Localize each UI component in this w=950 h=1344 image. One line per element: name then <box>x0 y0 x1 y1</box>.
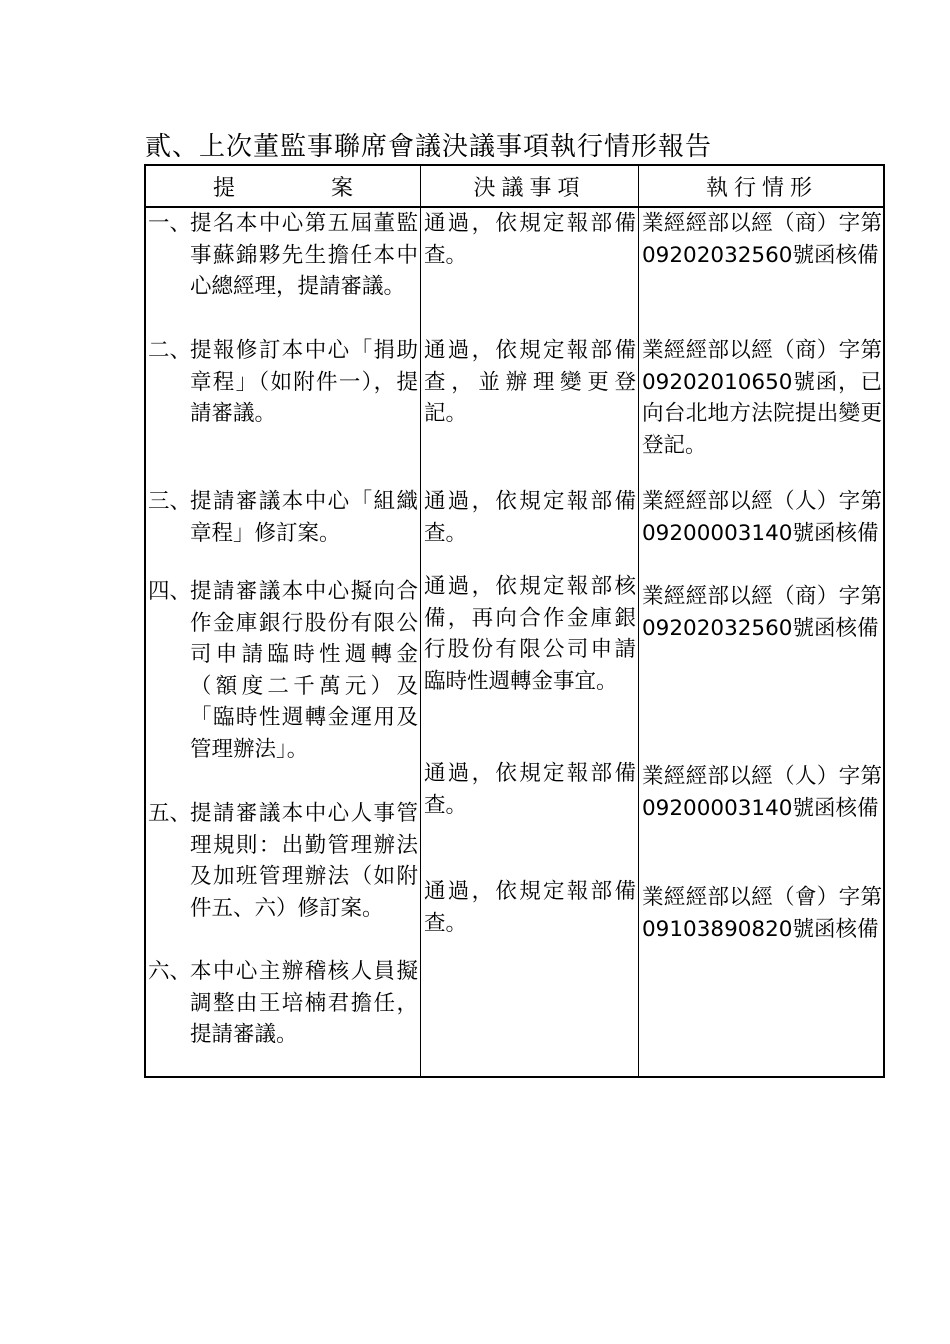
execution-item-3: 業經經部以經（人）字第09200003140號函核備 <box>642 489 882 546</box>
column-divider <box>420 166 421 1076</box>
item-number: 二、 <box>148 338 192 363</box>
execution-item-4: 業經經部以經（商）字第09202032560號函核備 <box>642 584 882 641</box>
resolution-item-2: 通過，依規定報部備查，並辦理變更登記。 <box>424 338 636 426</box>
column-divider <box>638 166 639 1076</box>
proposal-text: 提請審議本中心「組織章程」修訂案。 <box>190 489 418 546</box>
resolution-item-3: 通過，依規定報部備查。 <box>424 489 636 546</box>
item-number: 六、 <box>148 959 192 984</box>
execution-item-1: 業經經部以經（商）字第09202032560號函核備 <box>642 211 882 268</box>
resolution-table <box>144 164 885 1078</box>
proposal-text: 本中心主辦稽核人員擬調整由王培楠君擔任，提請審議。 <box>190 959 418 1047</box>
proposal-text: 提報修訂本中心「捐助章程」（如附件一），提請審議。 <box>190 338 418 426</box>
resolution-item-6: 通過，依規定報部備查。 <box>424 879 636 936</box>
item-number: 五、 <box>148 801 192 826</box>
header-proposal <box>146 166 420 206</box>
header-execution: 執行情形 <box>705 175 818 201</box>
execution-item-6: 業經經部以經（會）字第09103890820號函核備 <box>642 885 882 942</box>
header-proposal-char-2: 案 <box>331 175 354 201</box>
item-number: 四、 <box>148 579 192 604</box>
proposal-text: 提名本中心第五屆董監事蘇錦夥先生擔任本中心總經理，提請審議。 <box>190 211 418 299</box>
proposal-item-2 <box>148 335 418 430</box>
resolution-item-5: 通過，依規定報部備查。 <box>424 761 636 818</box>
header-resolution: 決議事項 <box>473 175 586 201</box>
proposal-item-6 <box>148 956 418 1051</box>
proposal-item-1 <box>148 208 418 303</box>
proposal-item-5 <box>148 798 418 924</box>
item-number: 三、 <box>148 489 192 514</box>
page-title: 貳、上次董監事聯席會議決議事項執行情形報告 <box>145 132 713 162</box>
header-proposal-char-1: 提 <box>212 175 235 201</box>
execution-item-5: 業經經部以經（人）字第09200003140號函核備 <box>642 764 882 821</box>
proposal-item-3 <box>148 486 418 549</box>
proposal-text: 提請審議本中心擬向合作金庫銀行股份有限公司申請臨時性週轉金（額度二千萬元）及「臨時性週轉金運用及管理辦法」。 <box>190 579 418 762</box>
resolution-item-1: 通過，依規定報部備查。 <box>424 211 636 268</box>
proposal-text: 提請審議本中心人事管理規則：出勤管理辦法及加班管理辦法（如附件五、六）修訂案。 <box>190 801 418 921</box>
resolution-item-4: 通過，依規定報部核備，再向合作金庫銀行股份有限公司申請臨時性週轉金事宜。 <box>424 574 636 694</box>
execution-item-2: 業經經部以經（商）字第09202010650號函，已向台北地方法院提出變更登記。 <box>642 338 882 458</box>
item-number: 一、 <box>148 211 192 236</box>
proposal-item-4 <box>148 576 418 765</box>
